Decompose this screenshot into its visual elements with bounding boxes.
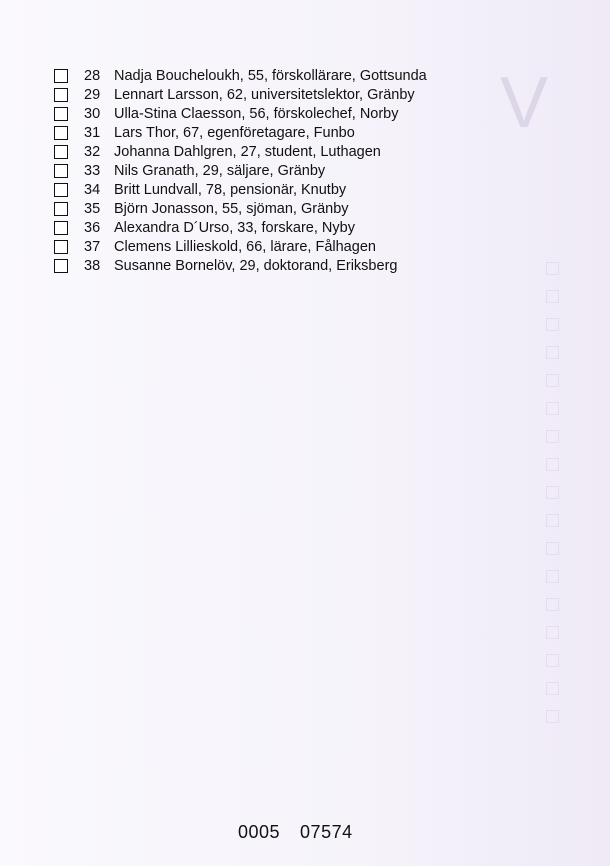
show-through-box [546, 486, 559, 499]
show-through-box [546, 570, 559, 583]
candidate-number: 36 [84, 220, 101, 237]
candidate-text: Britt Lundvall, 78, pensionär, Knutby [114, 182, 347, 199]
candidate-number: 29 [84, 86, 101, 103]
show-through-box [546, 402, 559, 415]
candidate-row [54, 257, 574, 276]
candidate-checkbox[interactable] [54, 88, 68, 102]
candidate-checkbox[interactable] [54, 202, 68, 216]
candidate-text: Björn Jonasson, 55, sjöman, Gränby [114, 201, 349, 218]
show-through-letter: V [500, 63, 549, 143]
show-through-box [546, 374, 559, 387]
candidate-number: 37 [84, 239, 101, 256]
candidate-row [54, 85, 574, 104]
candidate-number: 28 [84, 67, 101, 84]
candidate-number: 34 [84, 182, 101, 199]
show-through-box [546, 654, 559, 667]
candidate-text: Nils Granath, 29, säljare, Gränby [114, 163, 326, 180]
candidate-row [54, 142, 574, 161]
candidate-checkbox[interactable] [54, 69, 68, 83]
candidate-checkbox[interactable] [54, 164, 68, 178]
candidate-checkbox[interactable] [54, 126, 68, 140]
candidate-number: 32 [84, 143, 101, 160]
show-through-box [546, 458, 559, 471]
candidate-number: 38 [84, 258, 101, 275]
candidate-number: 33 [84, 163, 101, 180]
show-through-box [546, 346, 559, 359]
candidate-row [54, 66, 574, 85]
show-through-box [546, 598, 559, 611]
show-through-box [546, 626, 559, 639]
candidate-row [54, 238, 574, 257]
show-through-box [546, 318, 559, 331]
candidate-row [54, 123, 574, 142]
candidate-row [54, 200, 574, 219]
candidate-text: Alexandra D´Urso, 33, forskare, Nyby [114, 220, 355, 237]
candidate-text: Ulla-Stina Claesson, 56, förskolechef, Norby [114, 105, 399, 122]
candidate-row [54, 161, 574, 180]
candidate-checkbox[interactable] [54, 259, 68, 273]
candidate-checkbox[interactable] [54, 107, 68, 121]
candidate-text: Clemens Lillieskold, 66, lärare, Fålhagen [114, 239, 376, 256]
candidate-text: Johanna Dahlgren, 27, student, Luthagen [114, 143, 381, 160]
show-through-box [546, 514, 559, 527]
candidate-text: Lennart Larsson, 62, universitetslektor, Gränby [114, 86, 415, 103]
ballot-serial-number [238, 822, 353, 843]
candidate-text: Lars Thor, 67, egenföretagare, Funbo [114, 124, 355, 141]
candidate-number: 30 [84, 105, 101, 122]
serial-part-1: 0005 [238, 822, 281, 842]
show-through-box [546, 542, 559, 555]
candidate-checkbox[interactable] [54, 145, 68, 159]
candidate-checkbox[interactable] [54, 183, 68, 197]
show-through-box [546, 682, 559, 695]
candidate-number: 31 [84, 124, 101, 141]
candidate-number: 35 [84, 201, 101, 218]
candidate-text: Nadja Boucheloukh, 55, förskollärare, Gottsunda [114, 67, 427, 84]
candidate-list [54, 66, 574, 276]
serial-part-2: 07574 [300, 822, 353, 842]
show-through-box [546, 290, 559, 303]
candidate-checkbox[interactable] [54, 240, 68, 254]
candidate-row [54, 104, 574, 123]
show-through-box [546, 710, 559, 723]
candidate-text: Susanne Bornelöv, 29, doktorand, Eriksberg [114, 258, 398, 275]
candidate-row [54, 181, 574, 200]
candidate-checkbox[interactable] [54, 221, 68, 235]
show-through-box [546, 430, 559, 443]
candidate-row [54, 219, 574, 238]
